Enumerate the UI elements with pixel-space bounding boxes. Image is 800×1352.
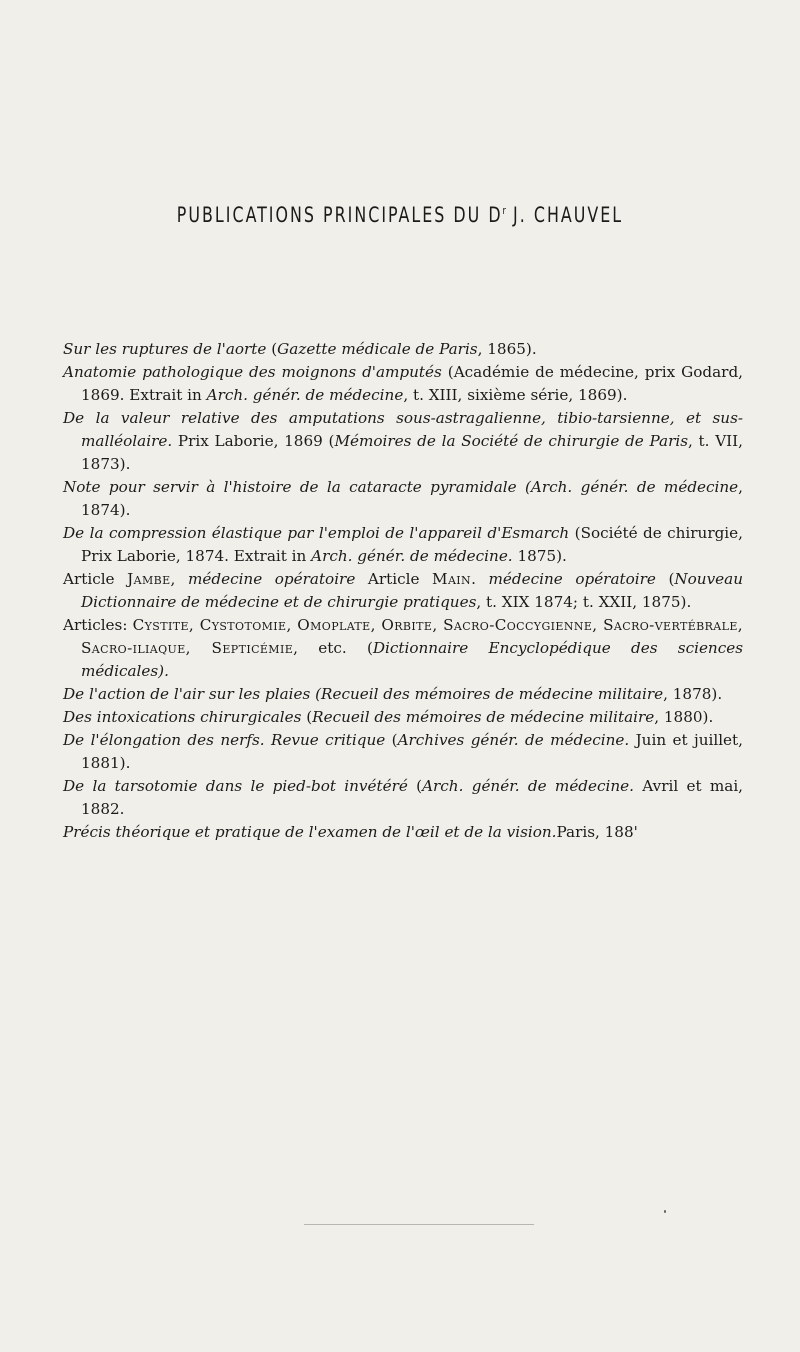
entry-text: Jambe bbox=[127, 570, 171, 588]
entry-italic-text: De l'élongation des nerfs. Revue critique bbox=[63, 731, 386, 749]
entry-text: , 1878). bbox=[663, 685, 723, 703]
entry-text: (Société de chirurgie, Prix Laborie, 1874. Extrait in bbox=[81, 524, 743, 565]
publication-entry bbox=[63, 522, 743, 568]
entry-text: , 1880). bbox=[654, 708, 714, 726]
entry-italic-text: Archives génér. de médecine. bbox=[397, 731, 630, 749]
publication-entry bbox=[63, 361, 743, 407]
entry-italic-text: médecine opératoire bbox=[488, 570, 656, 588]
entry-italic-text: De la compression élastique par l'emploi de l'appareil d'Esmarch bbox=[63, 524, 570, 542]
page-title bbox=[64, 203, 736, 227]
entry-text: , t. XIX 1874; t. XXII, 1875). bbox=[476, 593, 692, 611]
entry-italic-text: Dictionnaire Encyclopédique des sciences médicales). bbox=[81, 639, 743, 680]
publication-entry bbox=[63, 729, 743, 775]
entry-text: ( bbox=[266, 340, 278, 358]
entry-italic-text: Arch. génér. de médecine. bbox=[311, 547, 513, 565]
entry-text: Avril et mai, 1882. bbox=[81, 777, 744, 818]
publication-entry bbox=[63, 821, 743, 844]
entry-text: Articles: bbox=[63, 616, 133, 634]
entry-italic-text: Nouveau Dictionnaire de médecine et de chirurgie pratiques bbox=[81, 570, 743, 611]
publication-entry bbox=[63, 775, 743, 821]
entry-italic-text: Des intoxications chirurgicales bbox=[63, 708, 302, 726]
entry-text: ( bbox=[385, 731, 398, 749]
entry-italic-text: Précis théorique et pratique de l'examen de l'œil et de la vision. bbox=[63, 823, 557, 841]
publication-entry bbox=[63, 407, 743, 476]
publication-entry bbox=[63, 683, 743, 706]
entry-italic-text: Arch. génér. de médecine. bbox=[422, 777, 634, 795]
entry-text: Paris, 188' bbox=[556, 823, 638, 841]
entry-italic-text: Note pour servir à l'histoire de la cataracte pyramidale (Arch. génér. de médecine bbox=[63, 478, 739, 496]
entry-text: , 1865). bbox=[477, 340, 537, 358]
entry-italic-text: Arch. génér. de médecine bbox=[206, 386, 404, 404]
title-main: PUBLICATIONS PRINCIPALES DU D bbox=[176, 203, 503, 227]
publication-entry bbox=[63, 568, 743, 614]
entry-italic-text: De l'action de l'air sur les plaies (Recueil des mémoires de médecine militaire bbox=[63, 685, 664, 703]
entry-text: , t. VII, 1873). bbox=[81, 432, 744, 473]
publication-entry bbox=[63, 614, 743, 683]
entry-italic-text: Gazette médicale de Paris bbox=[277, 340, 478, 358]
entry-text: Prix Laborie, 1869 ( bbox=[172, 432, 335, 450]
entry-italic-text: De la valeur relative des amputations sous-astragalienne, tibio-tarsienne, et sus-malléolaire. bbox=[63, 409, 743, 450]
entry-text: (Académie de médecine, prix Godard, 1869. Extrait in bbox=[81, 363, 743, 404]
entry-italic-text: Mémoires de la Société de chirurgie de Paris bbox=[334, 432, 689, 450]
entry-text: 1875). bbox=[512, 547, 567, 565]
entry-text: ( bbox=[655, 570, 675, 588]
entry-italic-text: Recueil des mémoires de médecine militaire bbox=[312, 708, 655, 726]
entry-text: Cystite, Cystotomie, Omoplate, Orbite, Sacro-Coccygienne, Sacro-vertébrale, Sacro-iliaque, Septicémie bbox=[81, 616, 743, 657]
publication-entry bbox=[63, 338, 743, 361]
entry-text: , etc. ( bbox=[293, 639, 373, 657]
entry-text: Article bbox=[63, 570, 128, 588]
publication-list bbox=[63, 338, 743, 844]
print-speck bbox=[664, 1210, 666, 1213]
entry-text: , bbox=[170, 570, 188, 588]
bottom-rule bbox=[304, 1224, 534, 1225]
entry-text: ( bbox=[301, 708, 313, 726]
entry-text: , t. XIII, sixième série, 1869). bbox=[403, 386, 628, 404]
entry-text: . bbox=[471, 570, 489, 588]
entry-italic-text: Anatomie pathologique des moignons d'amputés bbox=[63, 363, 442, 381]
entry-italic-text: Sur les ruptures de l'aorte bbox=[63, 340, 267, 358]
publication-entry bbox=[63, 706, 743, 729]
entry-text: , 1874). bbox=[81, 478, 743, 519]
entry-text: Article bbox=[355, 570, 433, 588]
entry-text: Main bbox=[432, 570, 472, 588]
entry-italic-text: médecine opératoire bbox=[187, 570, 356, 588]
entry-italic-text: De la tarsotomie dans le pied-bot invétéré bbox=[63, 777, 408, 795]
entry-text: ( bbox=[407, 777, 423, 795]
title-superscript: r bbox=[502, 204, 506, 217]
entry-text: Juin et juillet, 1881). bbox=[81, 731, 743, 772]
title-end: J. CHAUVEL bbox=[505, 203, 624, 227]
publication-entry bbox=[63, 476, 743, 522]
